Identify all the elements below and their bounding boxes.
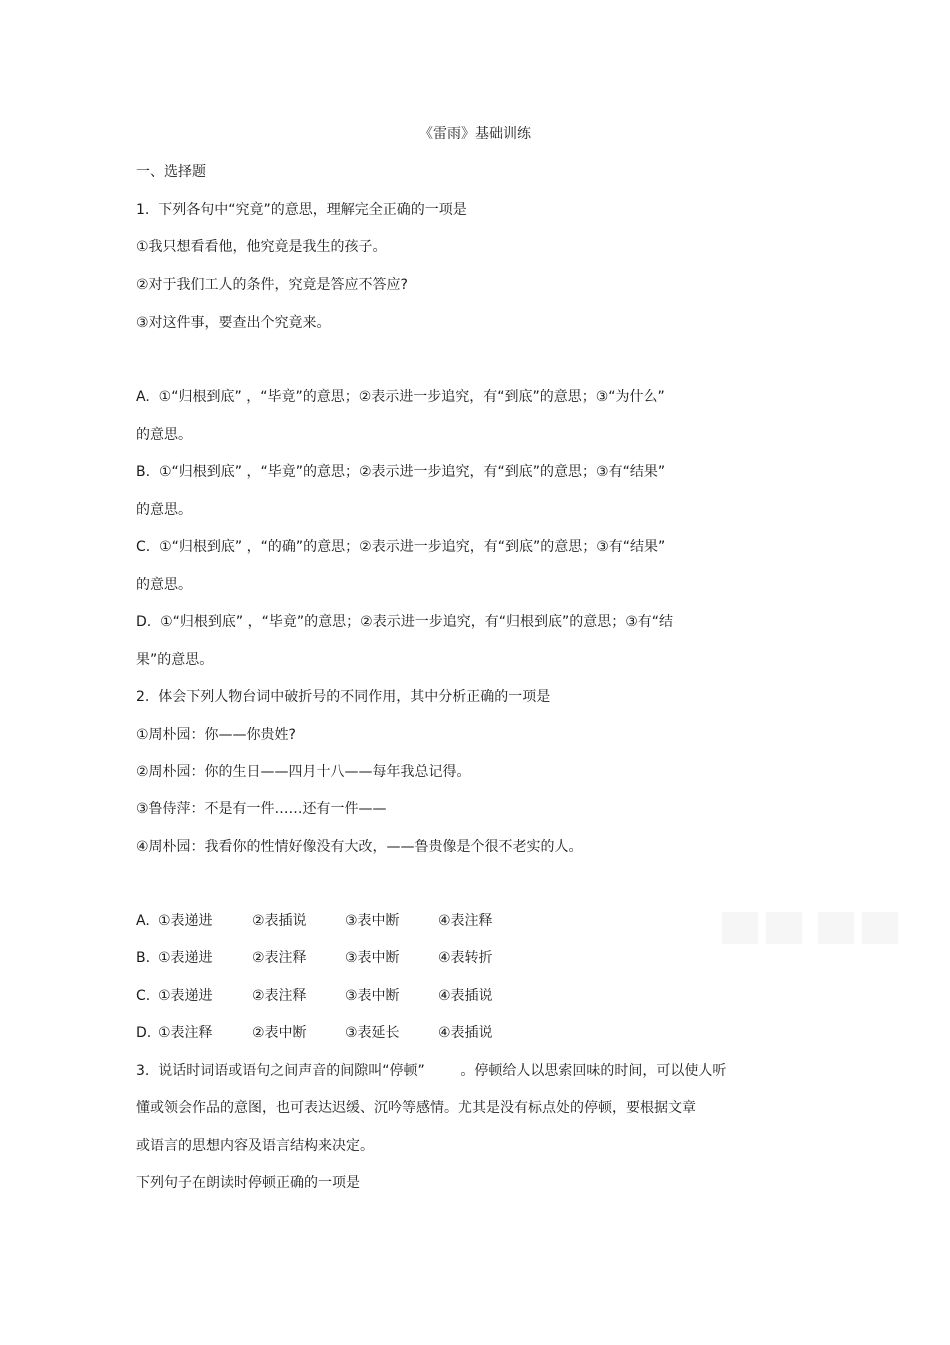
- q2-option-a-item: ②表插说: [252, 913, 307, 929]
- q3-stem-line-2: 懂或领会作品的意图，也可表达迟缓、沉吟等感情。尤其是没有标点处的停顿，要根据文章: [136, 1100, 696, 1116]
- section-heading: 一、选择题: [136, 164, 206, 180]
- q1-sentence-2: ②对于我们工人的条件，究竟是答应不答应?: [136, 277, 408, 293]
- q2-option-b-item: ④表转折: [438, 950, 493, 966]
- q2-option-a-label: A.: [136, 913, 150, 929]
- q2-stem: 2. 体会下列人物台词中破折号的不同作用，其中分析正确的一项是: [136, 689, 551, 705]
- q1-option-a-cont: 的意思。: [136, 427, 192, 443]
- document-title: 《雷雨》基础训练: [419, 126, 531, 142]
- watermark: [722, 908, 904, 948]
- q1-option-b-cont: 的意思。: [136, 502, 192, 518]
- q2-option-b-item: ①表递进: [158, 950, 213, 966]
- q2-option-a-item: ③表中断: [345, 913, 400, 929]
- q1-option-c-cont: 的意思。: [136, 577, 192, 593]
- q3-stem-line-4: 下列句子在朗读时停顿正确的一项是: [136, 1175, 360, 1191]
- q2-option-b-item: ③表中断: [345, 950, 400, 966]
- q2-option-d-item: ④表插说: [438, 1025, 493, 1041]
- q2-option-d-item: ②表中断: [252, 1025, 307, 1041]
- q2-option-d-item: ①表注释: [158, 1025, 213, 1041]
- q2-option-c-label: C.: [136, 988, 151, 1004]
- q2-option-b-item: ②表注释: [252, 950, 307, 966]
- q3-stem-line-3: 或语言的思想内容及语言结构来决定。: [136, 1138, 374, 1154]
- q2-option-d-label: D.: [136, 1025, 152, 1041]
- q2-option-c-item: ①表递进: [158, 988, 213, 1004]
- q2-option-a-item: ④表注释: [438, 913, 493, 929]
- q2-option-d-item: ③表延长: [345, 1025, 400, 1041]
- q2-line-4: ④周朴园：我看你的性情好像没有大改，——鲁贵像是个很不老实的人。: [136, 839, 583, 855]
- q2-option-b-label: B.: [136, 950, 151, 966]
- q2-line-2: ②周朴园：你的生日——四月十八——每年我总记得。: [136, 764, 471, 780]
- q2-option-c-item: ④表插说: [438, 988, 493, 1004]
- q1-stem: 1. 下列各句中“究竟”的意思，理解完全正确的一项是: [136, 202, 467, 218]
- q1-sentence-1: ①我只想看看他，他究竟是我生的孩子。: [136, 239, 387, 255]
- q1-option-a: A. ①“归根到底” ，“毕竟”的意思；②表示进一步追究，有“到底”的意思；③“为什么”: [136, 389, 665, 405]
- q1-option-d-cont: 果”的意思。: [136, 652, 214, 668]
- q1-option-b: B. ①“归根到底” ，“毕竟”的意思；②表示进一步追究，有“到底”的意思；③有“结果”: [136, 464, 666, 480]
- q2-line-1: ①周朴园：你——你贵姓?: [136, 727, 296, 743]
- q2-option-c-item: ②表注释: [252, 988, 307, 1004]
- q1-sentence-3: ③对这件事，要查出个究竟来。: [136, 315, 331, 331]
- q2-line-3: ③鲁侍萍：不是有一件……还有一件——: [136, 801, 387, 817]
- q2-option-a-item: ①表递进: [158, 913, 213, 929]
- q1-option-d: D. ①“归根到底” ，“毕竟”的意思；②表示进一步追究，有“归根到底”的意思；③有“结: [136, 614, 674, 630]
- q1-option-c: C. ①“归根到底” ，“的确”的意思；②表示进一步追究，有“到底”的意思；③有“结果”: [136, 539, 666, 555]
- q2-option-c-item: ③表中断: [345, 988, 400, 1004]
- q3-stem-line-1: 3. 说话时词语或语句之间声音的间隙叫“停顿” 。停顿给人以思索回味的时间，可以使人听: [136, 1063, 727, 1079]
